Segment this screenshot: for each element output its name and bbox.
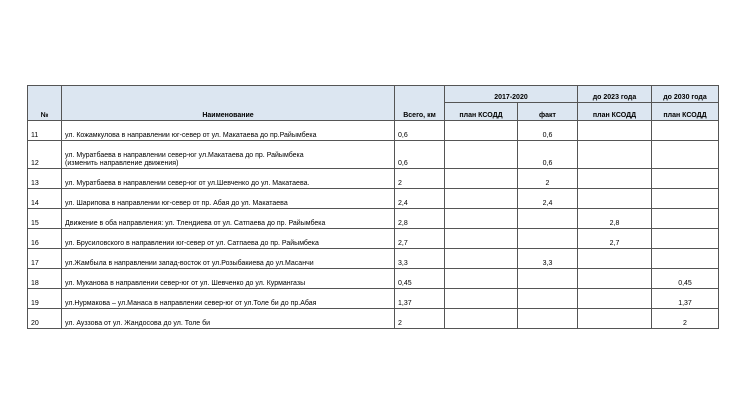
row-total: 2,4 xyxy=(395,189,445,209)
row-plan-2017 xyxy=(445,169,518,189)
row-plan-2017 xyxy=(445,269,518,289)
table-row xyxy=(28,141,719,169)
table-row xyxy=(28,169,719,189)
row-num: 14 xyxy=(28,189,62,209)
row-plan-2030: 1,37 xyxy=(652,289,719,309)
row-num: 18 xyxy=(28,269,62,289)
row-plan-2030 xyxy=(652,229,719,249)
row-fact: 0,6 xyxy=(518,121,578,141)
table-row xyxy=(28,209,719,229)
row-num: 16 xyxy=(28,229,62,249)
row-plan-2023 xyxy=(578,169,652,189)
row-plan-2017 xyxy=(445,249,518,269)
header-plan-ksodd-2030: план КСОДД xyxy=(652,103,719,121)
row-num: 17 xyxy=(28,249,62,269)
row-plan-2030 xyxy=(652,249,719,269)
row-name: ул.Нурмакова – ул.Манаса в направлении север-юг от ул.Толе би до пр.Абая xyxy=(62,289,395,309)
row-total: 0,6 xyxy=(395,121,445,141)
row-plan-2017 xyxy=(445,189,518,209)
row-total: 2 xyxy=(395,309,445,329)
row-num: 11 xyxy=(28,121,62,141)
row-plan-2017 xyxy=(445,229,518,249)
row-name-line2: (изменить направление движения) xyxy=(65,160,179,167)
row-plan-2030 xyxy=(652,169,719,189)
header-num: № xyxy=(28,86,62,121)
header-plan-ksodd-2023: план КСОДД xyxy=(578,103,652,121)
row-plan-2030 xyxy=(652,141,719,169)
row-total: 2,7 xyxy=(395,229,445,249)
row-num: 12 xyxy=(28,141,62,169)
row-plan-2023 xyxy=(578,189,652,209)
row-plan-2017 xyxy=(445,309,518,329)
row-total: 2 xyxy=(395,169,445,189)
row-name: ул. Муратбаева в направлении север-юг от ул.Шевченко до ул. Макатаева. xyxy=(62,169,395,189)
header-plan-ksodd-2017: план КСОДД xyxy=(445,103,518,121)
header-period-2023: до 2023 года xyxy=(578,86,652,103)
row-plan-2017 xyxy=(445,209,518,229)
row-plan-2017 xyxy=(445,121,518,141)
header-row-periods xyxy=(28,86,719,103)
row-name: ул.Жамбыла в направлении запад-восток от ул.Розыбакиева до ул.Масанчи xyxy=(62,249,395,269)
row-plan-2023 xyxy=(578,249,652,269)
header-period-2017-2020: 2017-2020 xyxy=(445,86,578,103)
row-fact xyxy=(518,269,578,289)
row-total: 1,37 xyxy=(395,289,445,309)
row-fact: 3,3 xyxy=(518,249,578,269)
header-total: Всего, км xyxy=(395,86,445,121)
row-plan-2030 xyxy=(652,189,719,209)
row-num: 19 xyxy=(28,289,62,309)
row-name-line1: ул. Муратбаева в направлении север-юг ул.Макатаева до пр. Райымбека xyxy=(65,152,304,159)
row-name: ул. Кожамкулова в направлении юг-север от ул. Макатаева до пр.Райымбека xyxy=(62,121,395,141)
table-row xyxy=(28,249,719,269)
table-row xyxy=(28,189,719,209)
row-name xyxy=(62,141,395,169)
row-total: 3,3 xyxy=(395,249,445,269)
row-name: ул. Шарипова в направлении юг-север от пр. Абая до ул. Макатаева xyxy=(62,189,395,209)
header-fact: факт xyxy=(518,103,578,121)
row-plan-2023: 2,7 xyxy=(578,229,652,249)
row-plan-2030 xyxy=(652,209,719,229)
row-plan-2023 xyxy=(578,309,652,329)
row-fact: 2 xyxy=(518,169,578,189)
table-row xyxy=(28,289,719,309)
row-total: 0,45 xyxy=(395,269,445,289)
roads-table xyxy=(27,85,719,329)
row-plan-2023 xyxy=(578,141,652,169)
table-row xyxy=(28,121,719,141)
row-name: ул. Ауззова от ул. Жандосова до ул. Толе би xyxy=(62,309,395,329)
table-row xyxy=(28,309,719,329)
row-total: 2,8 xyxy=(395,209,445,229)
row-fact: 2,4 xyxy=(518,189,578,209)
row-plan-2030: 2 xyxy=(652,309,719,329)
row-num: 15 xyxy=(28,209,62,229)
header-period-2030: до 2030 года xyxy=(652,86,719,103)
row-name: ул. Брусиловского в направлении юг-север от ул. Сатпаева до пр. Райымбека xyxy=(62,229,395,249)
row-plan-2023 xyxy=(578,269,652,289)
table-row xyxy=(28,269,719,289)
row-plan-2017 xyxy=(445,141,518,169)
row-name: ул. Муканова в направлении север-юг от ул. Шевченко до ул. Курмангазы xyxy=(62,269,395,289)
row-fact xyxy=(518,289,578,309)
row-fact xyxy=(518,209,578,229)
row-plan-2023 xyxy=(578,289,652,309)
row-fact xyxy=(518,309,578,329)
row-fact xyxy=(518,229,578,249)
row-num: 20 xyxy=(28,309,62,329)
row-total: 0,6 xyxy=(395,141,445,169)
row-plan-2030 xyxy=(652,121,719,141)
row-plan-2030: 0,45 xyxy=(652,269,719,289)
row-fact: 0,6 xyxy=(518,141,578,169)
row-num: 13 xyxy=(28,169,62,189)
table-row xyxy=(28,229,719,249)
row-plan-2023 xyxy=(578,121,652,141)
row-plan-2023: 2,8 xyxy=(578,209,652,229)
row-name: Движение в оба направления: ул. Тлендиева от ул. Сатпаева до пр. Райымбека xyxy=(62,209,395,229)
header-name: Наименование xyxy=(62,86,395,121)
row-plan-2017 xyxy=(445,289,518,309)
